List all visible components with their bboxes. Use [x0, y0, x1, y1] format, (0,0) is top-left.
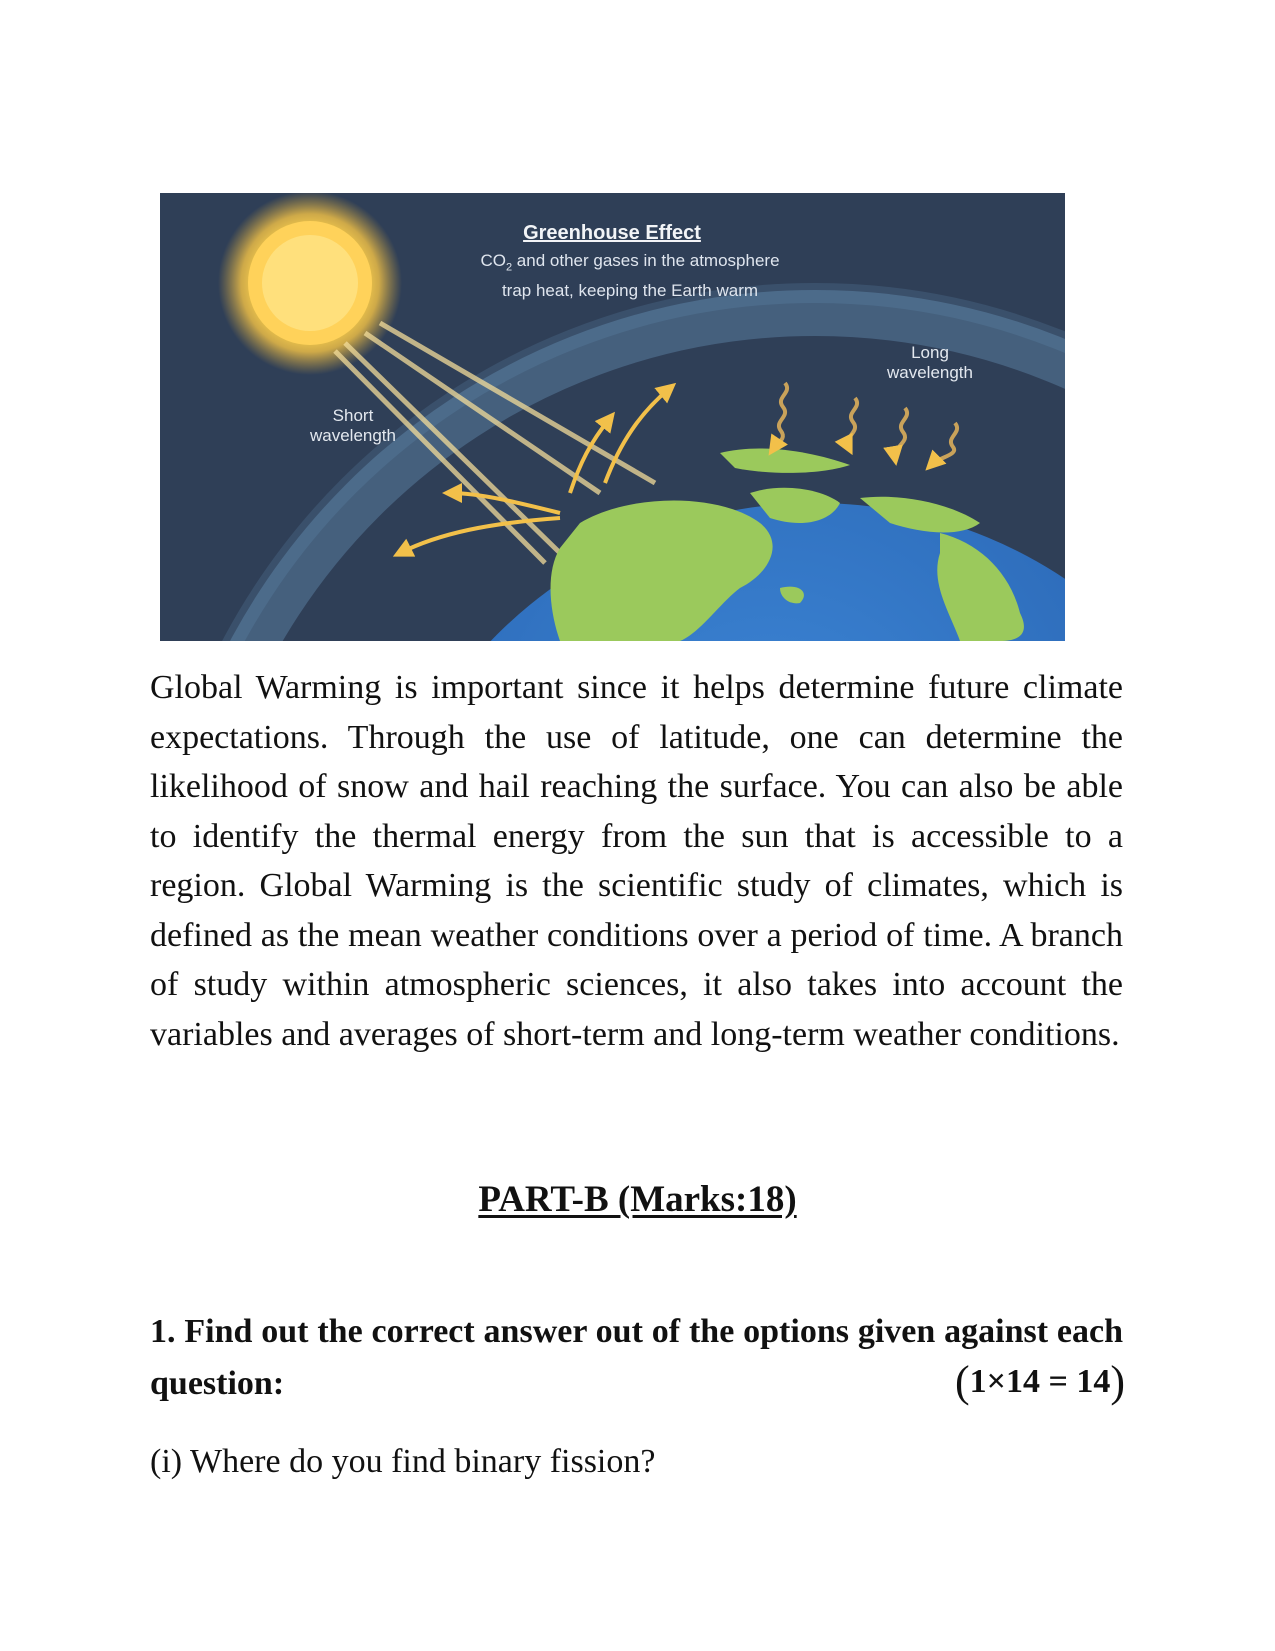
- marks-formula: [925, 1356, 1125, 1408]
- co2-subscript: 2: [505, 261, 513, 274]
- long-label-line1: Long: [911, 343, 949, 362]
- figure-subtitle: [380, 249, 880, 303]
- subtitle-line2: trap heat, keeping the Earth warm: [501, 281, 759, 301]
- greenhouse-effect-figure: [160, 193, 1065, 641]
- short-label-line2: wavelength: [309, 426, 396, 445]
- marks-expression: 1×14 = 14: [969, 1363, 1111, 1400]
- subtitle-line1: and other gases in the atmosphere: [512, 251, 780, 270]
- marks-open-paren: (: [954, 1357, 970, 1406]
- short-label-line1: Short: [332, 406, 374, 425]
- sub-question: (i) Where do you find binary fission?: [150, 1443, 656, 1480]
- question-intro: 1. Find out the correct answer out of the options given against each question:: [150, 1313, 1123, 1402]
- part-heading-text: PART-B (Marks:18): [478, 1179, 797, 1220]
- co2-text: CO: [480, 251, 506, 270]
- marks-close-paren: ): [1110, 1357, 1125, 1406]
- long-wavelength-label: [860, 343, 1000, 383]
- body-paragraph: Global Warming is important since it helps determine future climate expectations. Through the use of latitude, one can determine the likelihood of snow and hail reaching the surface. You can also be able to identify the thermal energy from the sun that is accessible to a region. Global Warming is the scientific study of climates, which is defined as the mean weather conditions over a period of time. A branch of study within atmospheric sciences, it also takes into account the variables and averages of short-term and long-term weather conditions.: [150, 669, 1123, 1053]
- short-wavelength-label: [288, 406, 418, 446]
- figure-title: Greenhouse Effect: [523, 222, 701, 244]
- long-label-line2: wavelength: [886, 363, 973, 382]
- part-heading: [0, 1178, 1275, 1222]
